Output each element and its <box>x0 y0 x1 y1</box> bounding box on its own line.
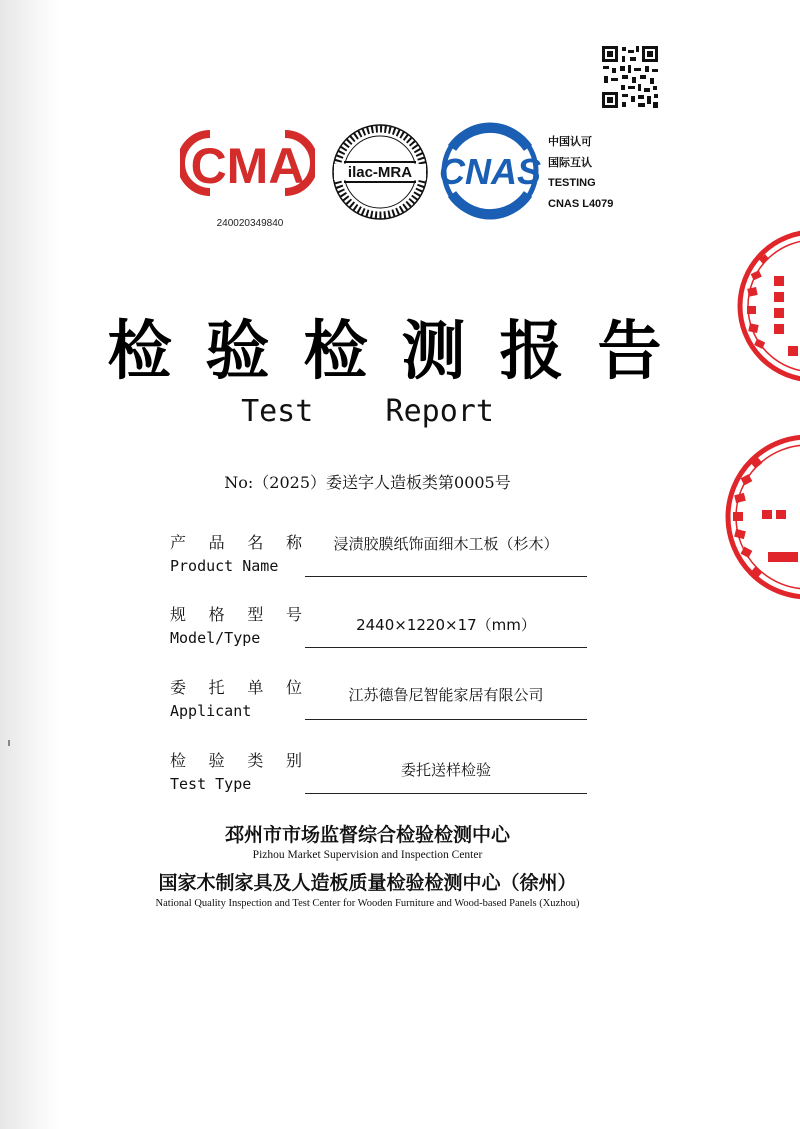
field-underline <box>305 647 587 648</box>
label-char: 委 <box>170 678 187 697</box>
label-char: 号 <box>285 605 302 624</box>
cnas-accreditation-text: 中国认可 国际互认 TESTING CNAS L4079 <box>548 136 614 210</box>
label-char: 别 <box>285 751 302 770</box>
label-char: 类 <box>247 751 264 770</box>
label-char: 型 <box>247 605 264 624</box>
label-char: 验 <box>208 751 225 770</box>
label-char: 品 <box>208 533 225 552</box>
report-title-cn: 检验检测报告 <box>107 315 696 389</box>
field-value: 2440×1220×17（mm） <box>356 616 536 634</box>
field-label-en: Applicant <box>170 702 252 720</box>
official-seal-icon <box>718 432 800 602</box>
cma-logo <box>180 128 315 198</box>
field-label-cn <box>170 675 302 698</box>
svg-text:CMA: CMA <box>190 138 305 194</box>
cnas-logo <box>430 122 550 220</box>
cma-certificate-number: 240020349840 <box>216 218 284 229</box>
field-test-type <box>170 748 590 808</box>
scan-speck <box>8 740 10 746</box>
official-seal-icon <box>734 226 800 386</box>
field-applicant <box>170 675 590 735</box>
svg-text:ilac-MRA: ilac-MRA <box>347 164 413 181</box>
label-char: 位 <box>285 678 302 697</box>
ilac-mra-logo <box>330 118 430 226</box>
field-label-en: Product Name <box>170 557 279 575</box>
field-underline <box>305 719 587 720</box>
issuer-name-en: Pizhou Market Supervision and Inspection Center <box>252 849 483 861</box>
label-char: 称 <box>285 533 302 552</box>
field-label-en: Test Type <box>170 775 252 793</box>
national-center-name-en: National Quality Inspection and Test Center for Wooden Furniture and Wood-based Panels (Xuzhou) <box>155 898 580 909</box>
field-product-name <box>170 530 590 590</box>
issuer-name-cn: 邳州市市场监督综合检验检测中心 <box>224 824 510 846</box>
page-edge-shadow <box>0 0 60 1129</box>
qr-code-icon <box>600 44 660 110</box>
label-char: 单 <box>247 678 264 697</box>
report-number: No:（2025）委送字人造板类第0005号 <box>224 473 511 492</box>
field-label-en: Model/Type <box>170 629 261 647</box>
label-char: 产 <box>170 533 187 552</box>
field-value: 委托送样检验 <box>400 761 491 779</box>
national-center-name-cn: 国家木制家具及人造板质量检验检测中心（徐州） <box>158 872 577 894</box>
label-char: 名 <box>247 533 264 552</box>
report-title-en: Test Report <box>241 394 494 429</box>
field-underline <box>305 576 587 577</box>
field-label-cn <box>170 748 302 771</box>
field-value: 江苏德鲁尼智能家居有限公司 <box>348 686 544 704</box>
field-label-cn <box>170 602 302 625</box>
label-char: 检 <box>170 751 187 770</box>
label-char: 规 <box>170 605 187 624</box>
svg-text:CNAS: CNAS <box>438 151 542 192</box>
field-underline <box>305 793 587 794</box>
field-value: 浸渍胶膜纸饰面细木工板（杉木） <box>333 535 559 553</box>
field-label-cn <box>170 530 302 553</box>
label-char: 格 <box>208 605 225 624</box>
label-char: 托 <box>208 678 225 697</box>
field-model-type <box>170 602 590 662</box>
